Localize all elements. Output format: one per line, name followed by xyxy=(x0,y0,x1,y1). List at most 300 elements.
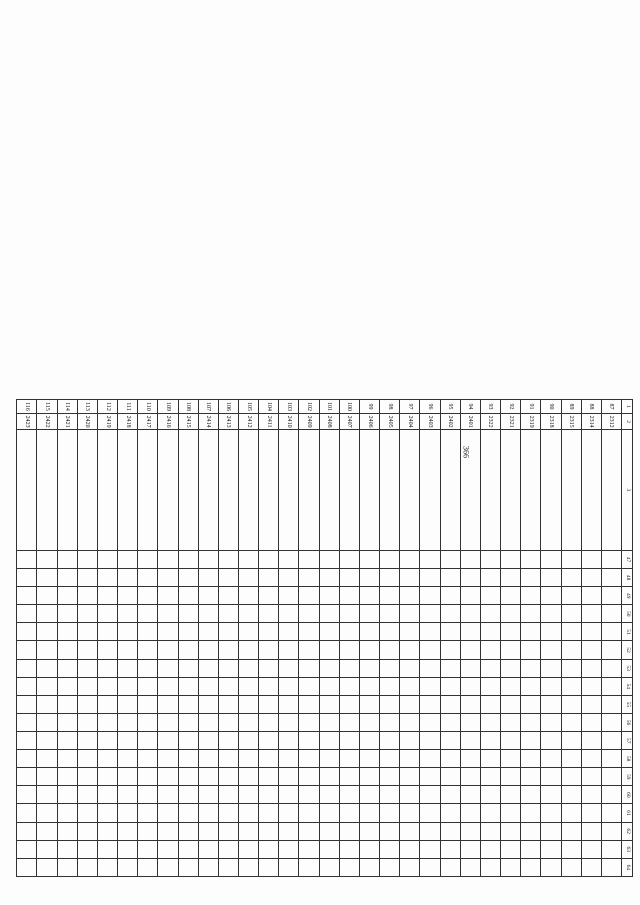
row-code-cell: 2315 xyxy=(561,414,581,430)
table-row xyxy=(400,400,420,877)
value-cell xyxy=(319,822,339,840)
value-cell xyxy=(339,641,359,659)
row-code-cell: 2321 xyxy=(501,414,521,430)
value-cell xyxy=(460,569,480,587)
value-cell xyxy=(319,587,339,605)
value-cell xyxy=(77,695,97,713)
value-cell xyxy=(57,623,77,641)
value-cell xyxy=(561,840,581,858)
value-cell xyxy=(77,750,97,768)
value-cell xyxy=(521,695,541,713)
value-cell xyxy=(118,641,138,659)
value-cell xyxy=(460,858,480,876)
value-cell xyxy=(359,768,379,786)
value-cell xyxy=(158,858,178,876)
row-name-cell xyxy=(541,430,561,551)
value-cell xyxy=(521,822,541,840)
value-cell xyxy=(218,695,238,713)
header-cell: 60 xyxy=(622,786,633,804)
row-code-cell: 2411 xyxy=(259,414,279,430)
value-cell xyxy=(279,732,299,750)
row-name-cell xyxy=(319,430,339,551)
value-cell xyxy=(198,804,218,822)
value-cell xyxy=(138,587,158,605)
value-cell xyxy=(97,605,117,623)
value-cell xyxy=(279,858,299,876)
value-cell xyxy=(198,713,218,731)
value-cell xyxy=(57,858,77,876)
value-cell xyxy=(178,623,198,641)
data-table xyxy=(16,399,633,877)
table-row xyxy=(541,400,561,877)
value-cell xyxy=(37,786,57,804)
value-cell xyxy=(17,713,37,731)
value-cell xyxy=(561,587,581,605)
value-cell xyxy=(561,659,581,677)
value-cell xyxy=(17,768,37,786)
row-name-cell xyxy=(480,430,500,551)
value-cell xyxy=(198,695,218,713)
value-cell xyxy=(400,677,420,695)
value-cell xyxy=(440,840,460,858)
value-cell xyxy=(440,659,460,677)
row-name-cell xyxy=(601,430,621,551)
value-cell xyxy=(581,641,601,659)
table-row xyxy=(480,400,500,877)
value-cell xyxy=(521,786,541,804)
value-cell xyxy=(37,659,57,677)
row-number-cell: 100 xyxy=(339,400,359,414)
value-cell xyxy=(400,659,420,677)
value-cell xyxy=(17,750,37,768)
value-cell xyxy=(400,804,420,822)
header-cell: 49 xyxy=(622,587,633,605)
value-cell xyxy=(218,858,238,876)
value-cell xyxy=(198,623,218,641)
value-cell xyxy=(138,750,158,768)
row-number-cell: 99 xyxy=(359,400,379,414)
value-cell xyxy=(480,840,500,858)
value-cell xyxy=(178,550,198,568)
value-cell xyxy=(501,623,521,641)
table-row xyxy=(521,400,541,877)
value-cell xyxy=(521,840,541,858)
value-cell xyxy=(239,822,259,840)
value-cell xyxy=(400,786,420,804)
value-cell xyxy=(299,858,319,876)
table-row xyxy=(17,400,37,877)
value-cell xyxy=(319,840,339,858)
value-cell xyxy=(57,605,77,623)
row-number-cell: 115 xyxy=(37,400,57,414)
header-cell: 53 xyxy=(622,659,633,677)
table-row xyxy=(561,400,581,877)
value-cell xyxy=(37,713,57,731)
value-cell xyxy=(501,858,521,876)
value-cell xyxy=(138,605,158,623)
row-code-cell: 2312 xyxy=(601,414,621,430)
value-cell xyxy=(158,550,178,568)
value-cell xyxy=(259,623,279,641)
value-cell xyxy=(259,750,279,768)
table-row xyxy=(138,400,158,877)
value-cell xyxy=(17,858,37,876)
value-cell xyxy=(118,550,138,568)
value-cell xyxy=(440,623,460,641)
value-cell xyxy=(480,677,500,695)
value-cell xyxy=(501,569,521,587)
table-row xyxy=(359,400,379,877)
value-cell xyxy=(561,550,581,568)
value-cell xyxy=(400,569,420,587)
value-cell xyxy=(77,569,97,587)
table-row xyxy=(198,400,218,877)
value-cell xyxy=(319,768,339,786)
value-cell xyxy=(138,786,158,804)
value-cell xyxy=(581,659,601,677)
value-cell xyxy=(299,569,319,587)
row-number-cell: 94 xyxy=(460,400,480,414)
row-code-cell: 2414 xyxy=(198,414,218,430)
table-row xyxy=(380,400,400,877)
value-cell xyxy=(319,623,339,641)
value-cell xyxy=(460,713,480,731)
value-cell xyxy=(218,605,238,623)
row-name-cell xyxy=(158,430,178,551)
value-cell xyxy=(420,659,440,677)
value-cell xyxy=(57,569,77,587)
value-cell xyxy=(460,732,480,750)
value-cell xyxy=(57,677,77,695)
value-cell xyxy=(239,840,259,858)
value-cell xyxy=(77,550,97,568)
value-cell xyxy=(339,569,359,587)
value-cell xyxy=(259,804,279,822)
row-code-cell: 2413 xyxy=(218,414,238,430)
row-code-cell: 2407 xyxy=(339,414,359,430)
value-cell xyxy=(97,677,117,695)
value-cell xyxy=(359,623,379,641)
value-cell xyxy=(239,732,259,750)
value-cell xyxy=(279,840,299,858)
value-cell xyxy=(359,786,379,804)
value-cell xyxy=(480,786,500,804)
value-cell xyxy=(279,587,299,605)
value-cell xyxy=(420,605,440,623)
value-cell xyxy=(319,858,339,876)
value-cell xyxy=(138,623,158,641)
value-cell xyxy=(601,550,621,568)
value-cell xyxy=(581,623,601,641)
value-cell xyxy=(541,858,561,876)
value-cell xyxy=(581,605,601,623)
value-cell xyxy=(118,822,138,840)
row-code-cell: 2420 xyxy=(77,414,97,430)
value-cell xyxy=(279,713,299,731)
value-cell xyxy=(57,732,77,750)
value-cell xyxy=(118,804,138,822)
value-cell xyxy=(158,786,178,804)
value-cell xyxy=(57,587,77,605)
value-cell xyxy=(601,641,621,659)
value-cell xyxy=(480,713,500,731)
value-cell xyxy=(77,822,97,840)
value-cell xyxy=(178,750,198,768)
value-cell xyxy=(319,641,339,659)
value-cell xyxy=(239,858,259,876)
value-cell xyxy=(501,768,521,786)
value-cell xyxy=(420,623,440,641)
value-cell xyxy=(118,605,138,623)
value-cell xyxy=(601,569,621,587)
value-cell xyxy=(17,840,37,858)
value-cell xyxy=(460,768,480,786)
value-cell xyxy=(138,732,158,750)
value-cell xyxy=(218,587,238,605)
value-cell xyxy=(380,695,400,713)
value-cell xyxy=(359,587,379,605)
value-cell xyxy=(97,750,117,768)
value-cell xyxy=(57,659,77,677)
value-cell xyxy=(138,822,158,840)
value-cell xyxy=(521,659,541,677)
value-cell xyxy=(37,732,57,750)
value-cell xyxy=(541,569,561,587)
value-cell xyxy=(37,677,57,695)
value-cell xyxy=(178,732,198,750)
value-cell xyxy=(480,858,500,876)
value-cell xyxy=(501,786,521,804)
value-cell xyxy=(460,677,480,695)
value-cell xyxy=(37,569,57,587)
value-cell xyxy=(440,677,460,695)
value-cell xyxy=(561,713,581,731)
value-cell xyxy=(279,569,299,587)
value-cell xyxy=(460,587,480,605)
value-cell xyxy=(380,641,400,659)
value-cell xyxy=(279,750,299,768)
value-cell xyxy=(198,605,218,623)
value-cell xyxy=(239,605,259,623)
table-row xyxy=(77,400,97,877)
value-cell xyxy=(480,641,500,659)
value-cell xyxy=(178,786,198,804)
value-cell xyxy=(521,641,541,659)
row-number-cell: 111 xyxy=(118,400,138,414)
value-cell xyxy=(319,750,339,768)
row-name-cell xyxy=(581,430,601,551)
table-row xyxy=(299,400,319,877)
value-cell xyxy=(299,605,319,623)
value-cell xyxy=(279,822,299,840)
value-cell xyxy=(77,641,97,659)
value-cell xyxy=(380,605,400,623)
value-cell xyxy=(118,695,138,713)
value-cell xyxy=(541,605,561,623)
value-cell xyxy=(501,550,521,568)
value-cell xyxy=(440,858,460,876)
value-cell xyxy=(541,713,561,731)
value-cell xyxy=(17,623,37,641)
table-frame xyxy=(23,399,633,877)
value-cell xyxy=(561,822,581,840)
row-name-cell xyxy=(17,430,37,551)
value-cell xyxy=(359,840,379,858)
value-cell xyxy=(259,822,279,840)
value-cell xyxy=(178,569,198,587)
value-cell xyxy=(239,659,259,677)
value-cell xyxy=(138,804,158,822)
value-cell xyxy=(17,569,37,587)
value-cell xyxy=(57,804,77,822)
value-cell xyxy=(57,750,77,768)
value-cell xyxy=(158,695,178,713)
value-cell xyxy=(118,750,138,768)
row-number-cell: 113 xyxy=(77,400,97,414)
value-cell xyxy=(480,587,500,605)
value-cell xyxy=(239,569,259,587)
value-cell xyxy=(380,768,400,786)
value-cell xyxy=(259,786,279,804)
value-cell xyxy=(218,840,238,858)
value-cell xyxy=(239,750,259,768)
value-cell xyxy=(178,804,198,822)
value-cell xyxy=(138,677,158,695)
value-cell xyxy=(440,804,460,822)
table-row xyxy=(339,400,359,877)
value-cell xyxy=(541,840,561,858)
value-cell xyxy=(601,659,621,677)
value-cell xyxy=(299,840,319,858)
value-cell xyxy=(57,550,77,568)
row-number-cell: 87 xyxy=(601,400,621,414)
value-cell xyxy=(138,695,158,713)
value-cell xyxy=(17,732,37,750)
value-cell xyxy=(339,840,359,858)
value-cell xyxy=(319,677,339,695)
value-cell xyxy=(581,786,601,804)
value-cell xyxy=(37,605,57,623)
row-code-cell: 2422 xyxy=(37,414,57,430)
value-cell xyxy=(279,550,299,568)
value-cell xyxy=(77,840,97,858)
value-cell xyxy=(541,659,561,677)
value-cell xyxy=(339,550,359,568)
row-name-cell xyxy=(138,430,158,551)
value-cell xyxy=(319,786,339,804)
row-number-cell: 109 xyxy=(158,400,178,414)
row-code-cell: 2318 xyxy=(541,414,561,430)
value-cell xyxy=(198,659,218,677)
value-cell xyxy=(561,695,581,713)
value-cell xyxy=(601,804,621,822)
value-cell xyxy=(97,641,117,659)
row-code-cell: 2419 xyxy=(97,414,117,430)
value-cell xyxy=(440,569,460,587)
value-cell xyxy=(359,641,379,659)
value-cell xyxy=(97,550,117,568)
value-cell xyxy=(480,695,500,713)
value-cell xyxy=(259,659,279,677)
value-cell xyxy=(198,677,218,695)
value-cell xyxy=(359,858,379,876)
value-cell xyxy=(501,677,521,695)
value-cell xyxy=(561,750,581,768)
row-name-cell xyxy=(460,430,480,551)
value-cell xyxy=(77,713,97,731)
value-cell xyxy=(279,641,299,659)
value-cell xyxy=(440,713,460,731)
value-cell xyxy=(420,750,440,768)
row-number-cell: 96 xyxy=(420,400,440,414)
value-cell xyxy=(601,713,621,731)
value-cell xyxy=(460,786,480,804)
value-cell xyxy=(158,677,178,695)
row-code-cell: 2416 xyxy=(158,414,178,430)
value-cell xyxy=(601,840,621,858)
row-code-cell: 2417 xyxy=(138,414,158,430)
value-cell xyxy=(198,786,218,804)
value-cell xyxy=(138,569,158,587)
row-number-cell: 114 xyxy=(57,400,77,414)
value-cell xyxy=(77,605,97,623)
value-cell xyxy=(601,858,621,876)
value-cell xyxy=(37,804,57,822)
value-cell xyxy=(339,695,359,713)
value-cell xyxy=(420,641,440,659)
value-cell xyxy=(480,822,500,840)
value-cell xyxy=(440,750,460,768)
value-cell xyxy=(239,695,259,713)
value-cell xyxy=(218,659,238,677)
value-cell xyxy=(37,550,57,568)
header-cell: 52 xyxy=(622,641,633,659)
value-cell xyxy=(601,677,621,695)
value-cell xyxy=(359,550,379,568)
value-cell xyxy=(198,587,218,605)
value-cell xyxy=(178,677,198,695)
value-cell xyxy=(158,587,178,605)
value-cell xyxy=(501,605,521,623)
value-cell xyxy=(138,713,158,731)
value-cell xyxy=(561,569,581,587)
value-cell xyxy=(37,840,57,858)
value-cell xyxy=(17,786,37,804)
row-name-cell xyxy=(380,430,400,551)
value-cell xyxy=(158,804,178,822)
value-cell xyxy=(601,822,621,840)
value-cell xyxy=(420,569,440,587)
value-cell xyxy=(460,623,480,641)
value-cell xyxy=(218,569,238,587)
value-cell xyxy=(420,768,440,786)
header-cell: 57 xyxy=(622,732,633,750)
value-cell xyxy=(218,732,238,750)
value-cell xyxy=(239,641,259,659)
row-code-cell: 2406 xyxy=(359,414,379,430)
table-row xyxy=(218,400,238,877)
value-cell xyxy=(380,550,400,568)
value-cell xyxy=(581,677,601,695)
value-cell xyxy=(57,840,77,858)
value-cell xyxy=(118,623,138,641)
value-cell xyxy=(198,750,218,768)
row-number-cell: 88 xyxy=(581,400,601,414)
value-cell xyxy=(239,768,259,786)
value-cell xyxy=(339,677,359,695)
value-cell xyxy=(400,605,420,623)
row-number-cell: 102 xyxy=(299,400,319,414)
